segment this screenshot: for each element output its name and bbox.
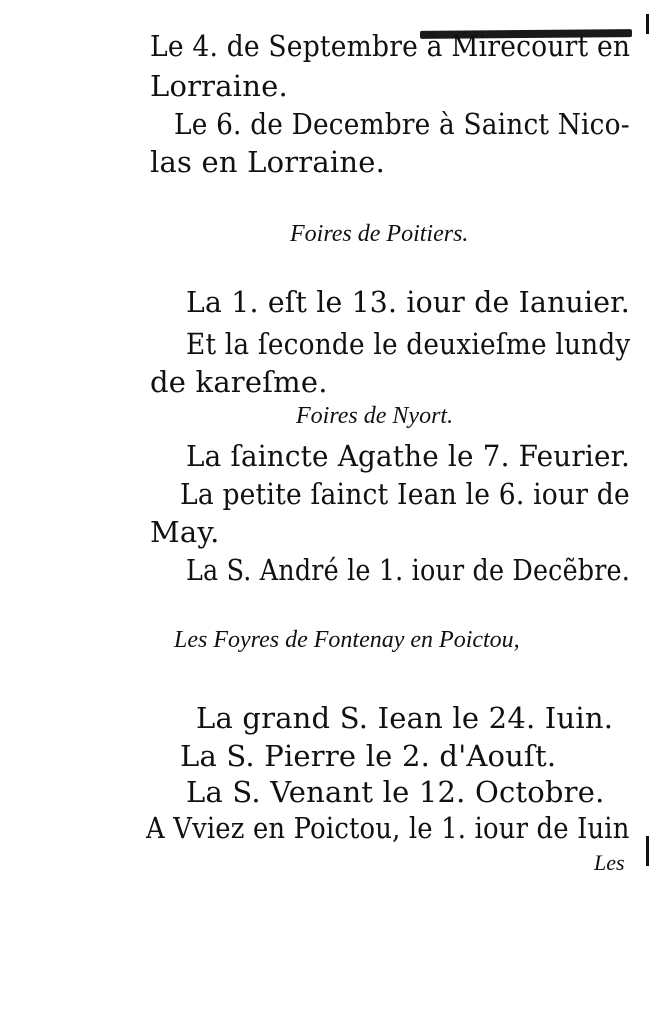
section-heading: Foires de Poitiers. xyxy=(290,221,469,247)
catchword: Les xyxy=(594,850,625,875)
text-line: Le 6. de Decembre à Sainct Nico- xyxy=(174,107,630,141)
text-line: May. xyxy=(150,515,220,549)
text-line: de kareſme. xyxy=(150,365,328,399)
section-heading: Foires de Nyort. xyxy=(296,403,454,429)
text-line: Lorraine. xyxy=(150,69,288,103)
page-edge-mark xyxy=(646,14,649,34)
text-line: La petite ſainct Iean le 6. iour de xyxy=(180,477,630,511)
section-heading: Les Foyres de Fontenay en Poictou, xyxy=(174,627,520,653)
text-line: La 1. eſt le 13. iour de Ianuier. xyxy=(186,285,630,319)
text-line: La grand S. Iean le 24. Iuin. xyxy=(196,701,614,735)
text-line: Le 4. de Septembre à Mirecourt en xyxy=(150,29,631,63)
text-line: La S. Venant le 12. Octobre. xyxy=(186,775,605,809)
text-line: La S. André le 1. iour de Decẽbre. xyxy=(186,553,631,587)
text-line: La ſaincte Agathe le 7. Feurier. xyxy=(186,439,631,473)
text-line: las en Lorraine. xyxy=(150,145,385,179)
text-line: La S. Pierre le 2. d'Aouſt. xyxy=(180,739,557,773)
page-edge-mark xyxy=(646,836,649,866)
text-line: Et la ſeconde le deuxieſme lundy xyxy=(186,327,631,361)
text-line: A Vviez en Poictou, le 1. iour de Iuin xyxy=(146,811,630,845)
